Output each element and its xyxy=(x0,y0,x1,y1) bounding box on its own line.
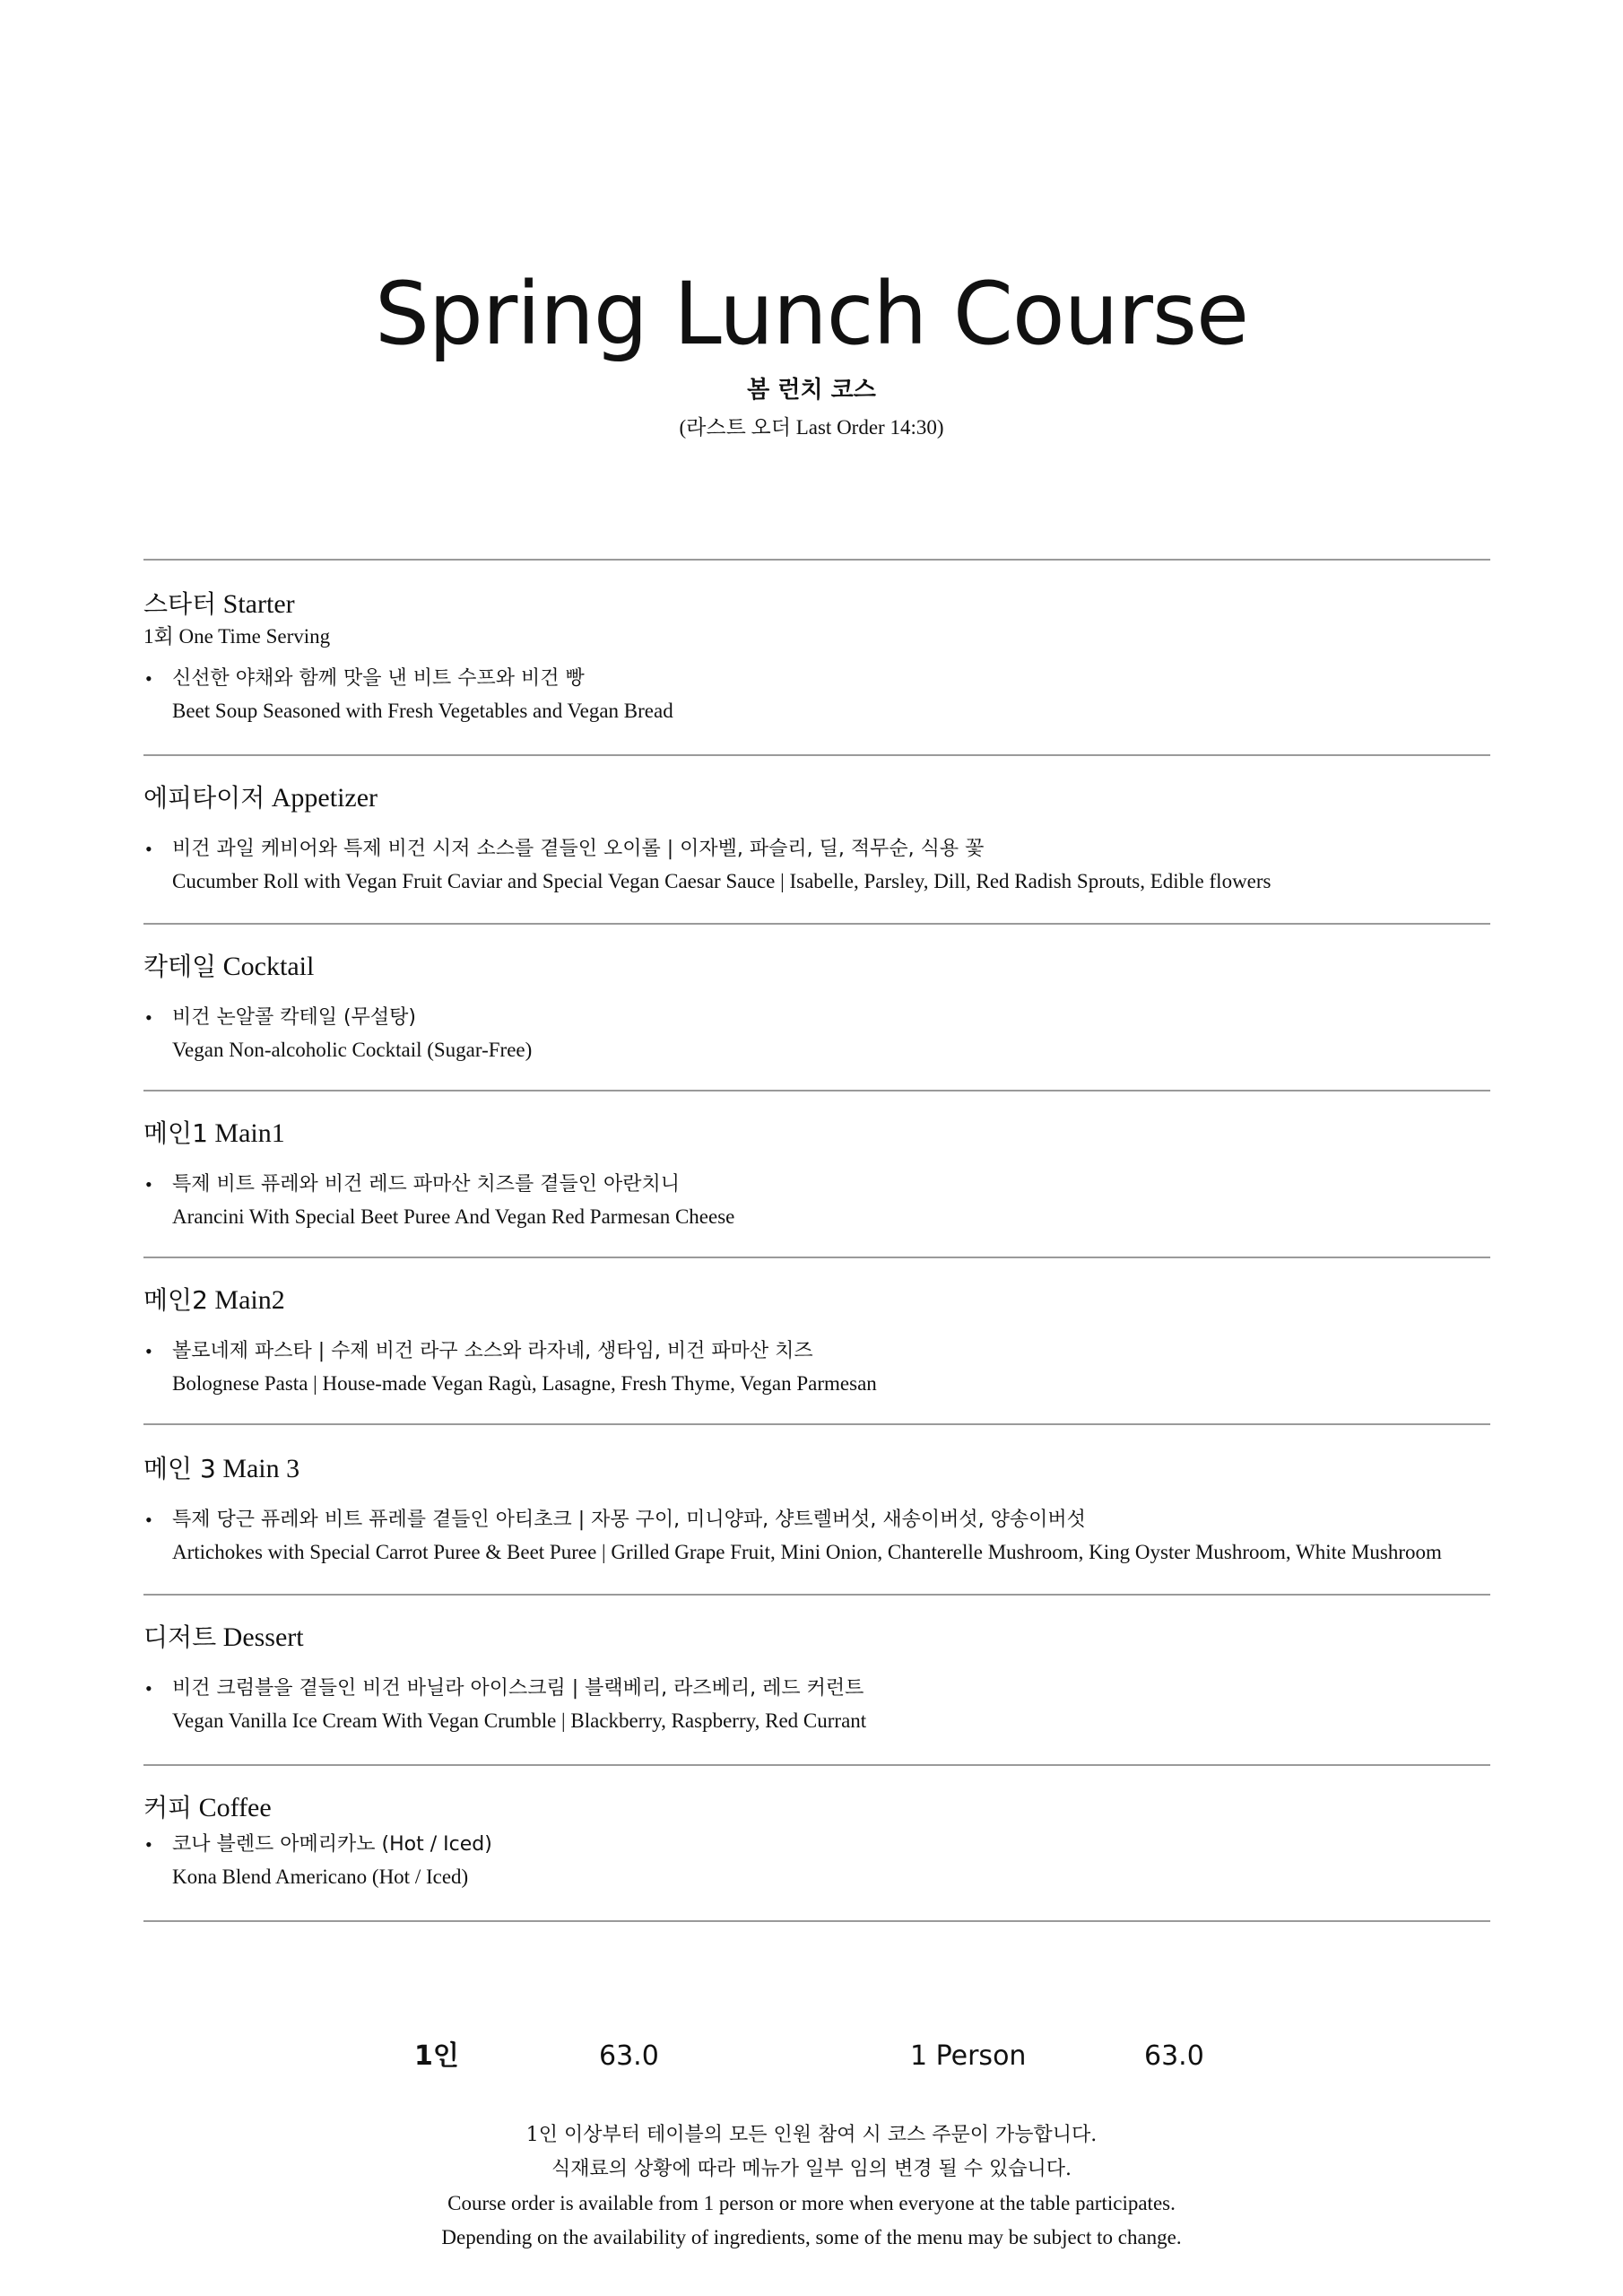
price-label-en: 1 Person xyxy=(910,2040,1027,2072)
section-title xyxy=(143,587,1490,622)
bullet-icon: • xyxy=(145,667,152,690)
section-title-ko: 칵테일 xyxy=(143,952,217,981)
section-title xyxy=(143,950,1490,984)
section-title-en: Appetizer xyxy=(271,783,378,813)
note-en-change: Depending on the availability of ingredients, some of the menu may be subject to change. xyxy=(441,2226,1182,2248)
item-name-en: Cucumber Roll with Vegan Fruit Caviar and Special Vegan Caesar Sauce | Isabelle, Parsley, Dill, Red Radish Sprouts, Edible flowers xyxy=(172,870,1271,892)
section-cocktail xyxy=(143,923,1490,1090)
section-title-en: Starter xyxy=(222,589,295,619)
item-name-ko: 비건 크럼블을 곁들인 비건 바닐라 아이스크림 | 블랙베리, 라즈베리, 레드 커런트 xyxy=(172,1677,864,1700)
section-appetizer xyxy=(143,754,1490,923)
page-title: Spring Lunch Course xyxy=(374,264,1249,364)
price-label-ko: 1인 xyxy=(414,2040,459,2072)
section-title-ko: 에피타이저 xyxy=(143,783,265,813)
bullet-icon: • xyxy=(145,1833,152,1856)
course-menu xyxy=(143,559,1490,1922)
section-title-ko: 메인1 xyxy=(143,1118,208,1148)
korean-subtitle: 봄 런치 코스 xyxy=(747,377,876,404)
section-title-en: Dessert xyxy=(222,1622,304,1652)
section-title-ko: 스타터 xyxy=(143,589,217,619)
serving-note: 1회 One Time Serving xyxy=(143,625,331,648)
section-title-ko: 디저트 xyxy=(143,1622,217,1652)
bullet-icon: • xyxy=(145,838,152,860)
last-order-note: (라스트 오더 Last Order 14:30) xyxy=(679,416,944,439)
section-title xyxy=(143,1791,1490,1825)
menu-item xyxy=(143,1673,1490,1737)
item-name-ko: 신선한 야채와 함께 맛을 낸 비트 수프와 비건 빵 xyxy=(172,667,585,690)
footer-notes xyxy=(0,2118,1623,2255)
menu-item xyxy=(143,663,1490,727)
section-main1 xyxy=(143,1090,1490,1257)
section-title-ko: 메인 3 xyxy=(143,1454,216,1483)
price-row xyxy=(0,2034,1623,2079)
section-title-en: Main 3 xyxy=(222,1454,300,1483)
section-title-en: Main1 xyxy=(214,1118,285,1148)
item-name-en: Arancini With Special Beet Puree And Vegan Red Parmesan Cheese xyxy=(172,1205,735,1228)
menu-item xyxy=(143,833,1490,898)
section-main2 xyxy=(143,1257,1490,1423)
bullet-icon: • xyxy=(145,1006,152,1029)
section-title-en: Main2 xyxy=(214,1285,285,1315)
item-name-ko: 비건 논알콜 칵테일 (무설탕) xyxy=(172,1006,416,1029)
section-title-en: Cocktail xyxy=(222,952,315,981)
note-ko-change: 식재료의 상황에 따라 메뉴가 일부 임의 변경 될 수 있습니다. xyxy=(551,2158,1072,2180)
section-title-en: Coffee xyxy=(198,1793,272,1822)
section-coffee xyxy=(143,1764,1490,1922)
item-name-en: Kona Blend Americano (Hot / Iced) xyxy=(172,1866,469,1888)
item-name-en: Beet Soup Seasoned with Fresh Vegetables and Vegan Bread xyxy=(172,700,673,722)
menu-item xyxy=(143,1504,1490,1569)
section-title xyxy=(143,1621,1490,1655)
note-en-order: Course order is available from 1 person or more when everyone at the table participates. xyxy=(447,2192,1176,2214)
menu-header xyxy=(0,260,1623,441)
menu-item xyxy=(143,1002,1490,1066)
note-ko-order: 1인 이상부터 테이블의 모든 인원 참여 시 코스 주문이 가능합니다. xyxy=(525,2124,1098,2146)
item-name-ko: 볼로네제 파스타 | 수제 비건 라구 소스와 라자녜, 생타임, 비건 파마산 치즈 xyxy=(172,1340,813,1362)
menu-item xyxy=(143,1169,1490,1233)
price-value-ko: 63.0 xyxy=(599,2040,659,2072)
section-title xyxy=(143,1117,1490,1151)
price-value-en: 63.0 xyxy=(1144,2040,1204,2072)
section-title-ko: 커피 xyxy=(143,1793,193,1822)
item-name-ko: 코나 블렌드 아메리카노 (Hot / Iced) xyxy=(172,1833,492,1856)
section-starter xyxy=(143,559,1490,754)
section-title xyxy=(143,781,1490,815)
item-name-en: Bolognese Pasta | House-made Vegan Ragù, Lasagne, Fresh Thyme, Vegan Parmesan xyxy=(172,1372,877,1395)
section-title xyxy=(143,1283,1490,1318)
section-title xyxy=(143,1452,1490,1486)
item-name-en: Vegan Non-alcoholic Cocktail (Sugar-Free) xyxy=(172,1039,533,1061)
bullet-icon: • xyxy=(145,1509,152,1531)
menu-item xyxy=(143,1335,1490,1400)
section-title-ko: 메인2 xyxy=(143,1285,208,1315)
item-name-ko: 특제 비트 퓨레와 비건 레드 파마산 치즈를 곁들인 아란치니 xyxy=(172,1173,680,1196)
section-main3 xyxy=(143,1423,1490,1594)
bullet-icon: • xyxy=(145,1677,152,1700)
item-name-ko: 특제 당근 퓨레와 비트 퓨레를 곁들인 아티초크 | 자몽 구이, 미니양파, 샹트렐버섯, 새송이버섯, 양송이버섯 xyxy=(172,1509,1086,1531)
item-name-ko: 비건 과일 케비어와 특제 비건 시저 소스를 곁들인 오이롤 | 이자벨, 파슬리, 딜, 적무순, 식용 꽃 xyxy=(172,838,985,860)
section-dessert xyxy=(143,1594,1490,1764)
menu-item xyxy=(143,1829,1490,1893)
bullet-icon: • xyxy=(145,1340,152,1362)
item-name-en: Artichokes with Special Carrot Puree & Beet Puree | Grilled Grape Fruit, Mini Onion, Chanterelle Mushroom, King Oyster Mushroom, White Mushroom xyxy=(172,1541,1442,1563)
bullet-icon: • xyxy=(145,1173,152,1196)
item-name-en: Vegan Vanilla Ice Cream With Vegan Crumble | Blackberry, Raspberry, Red Currant xyxy=(172,1709,867,1732)
